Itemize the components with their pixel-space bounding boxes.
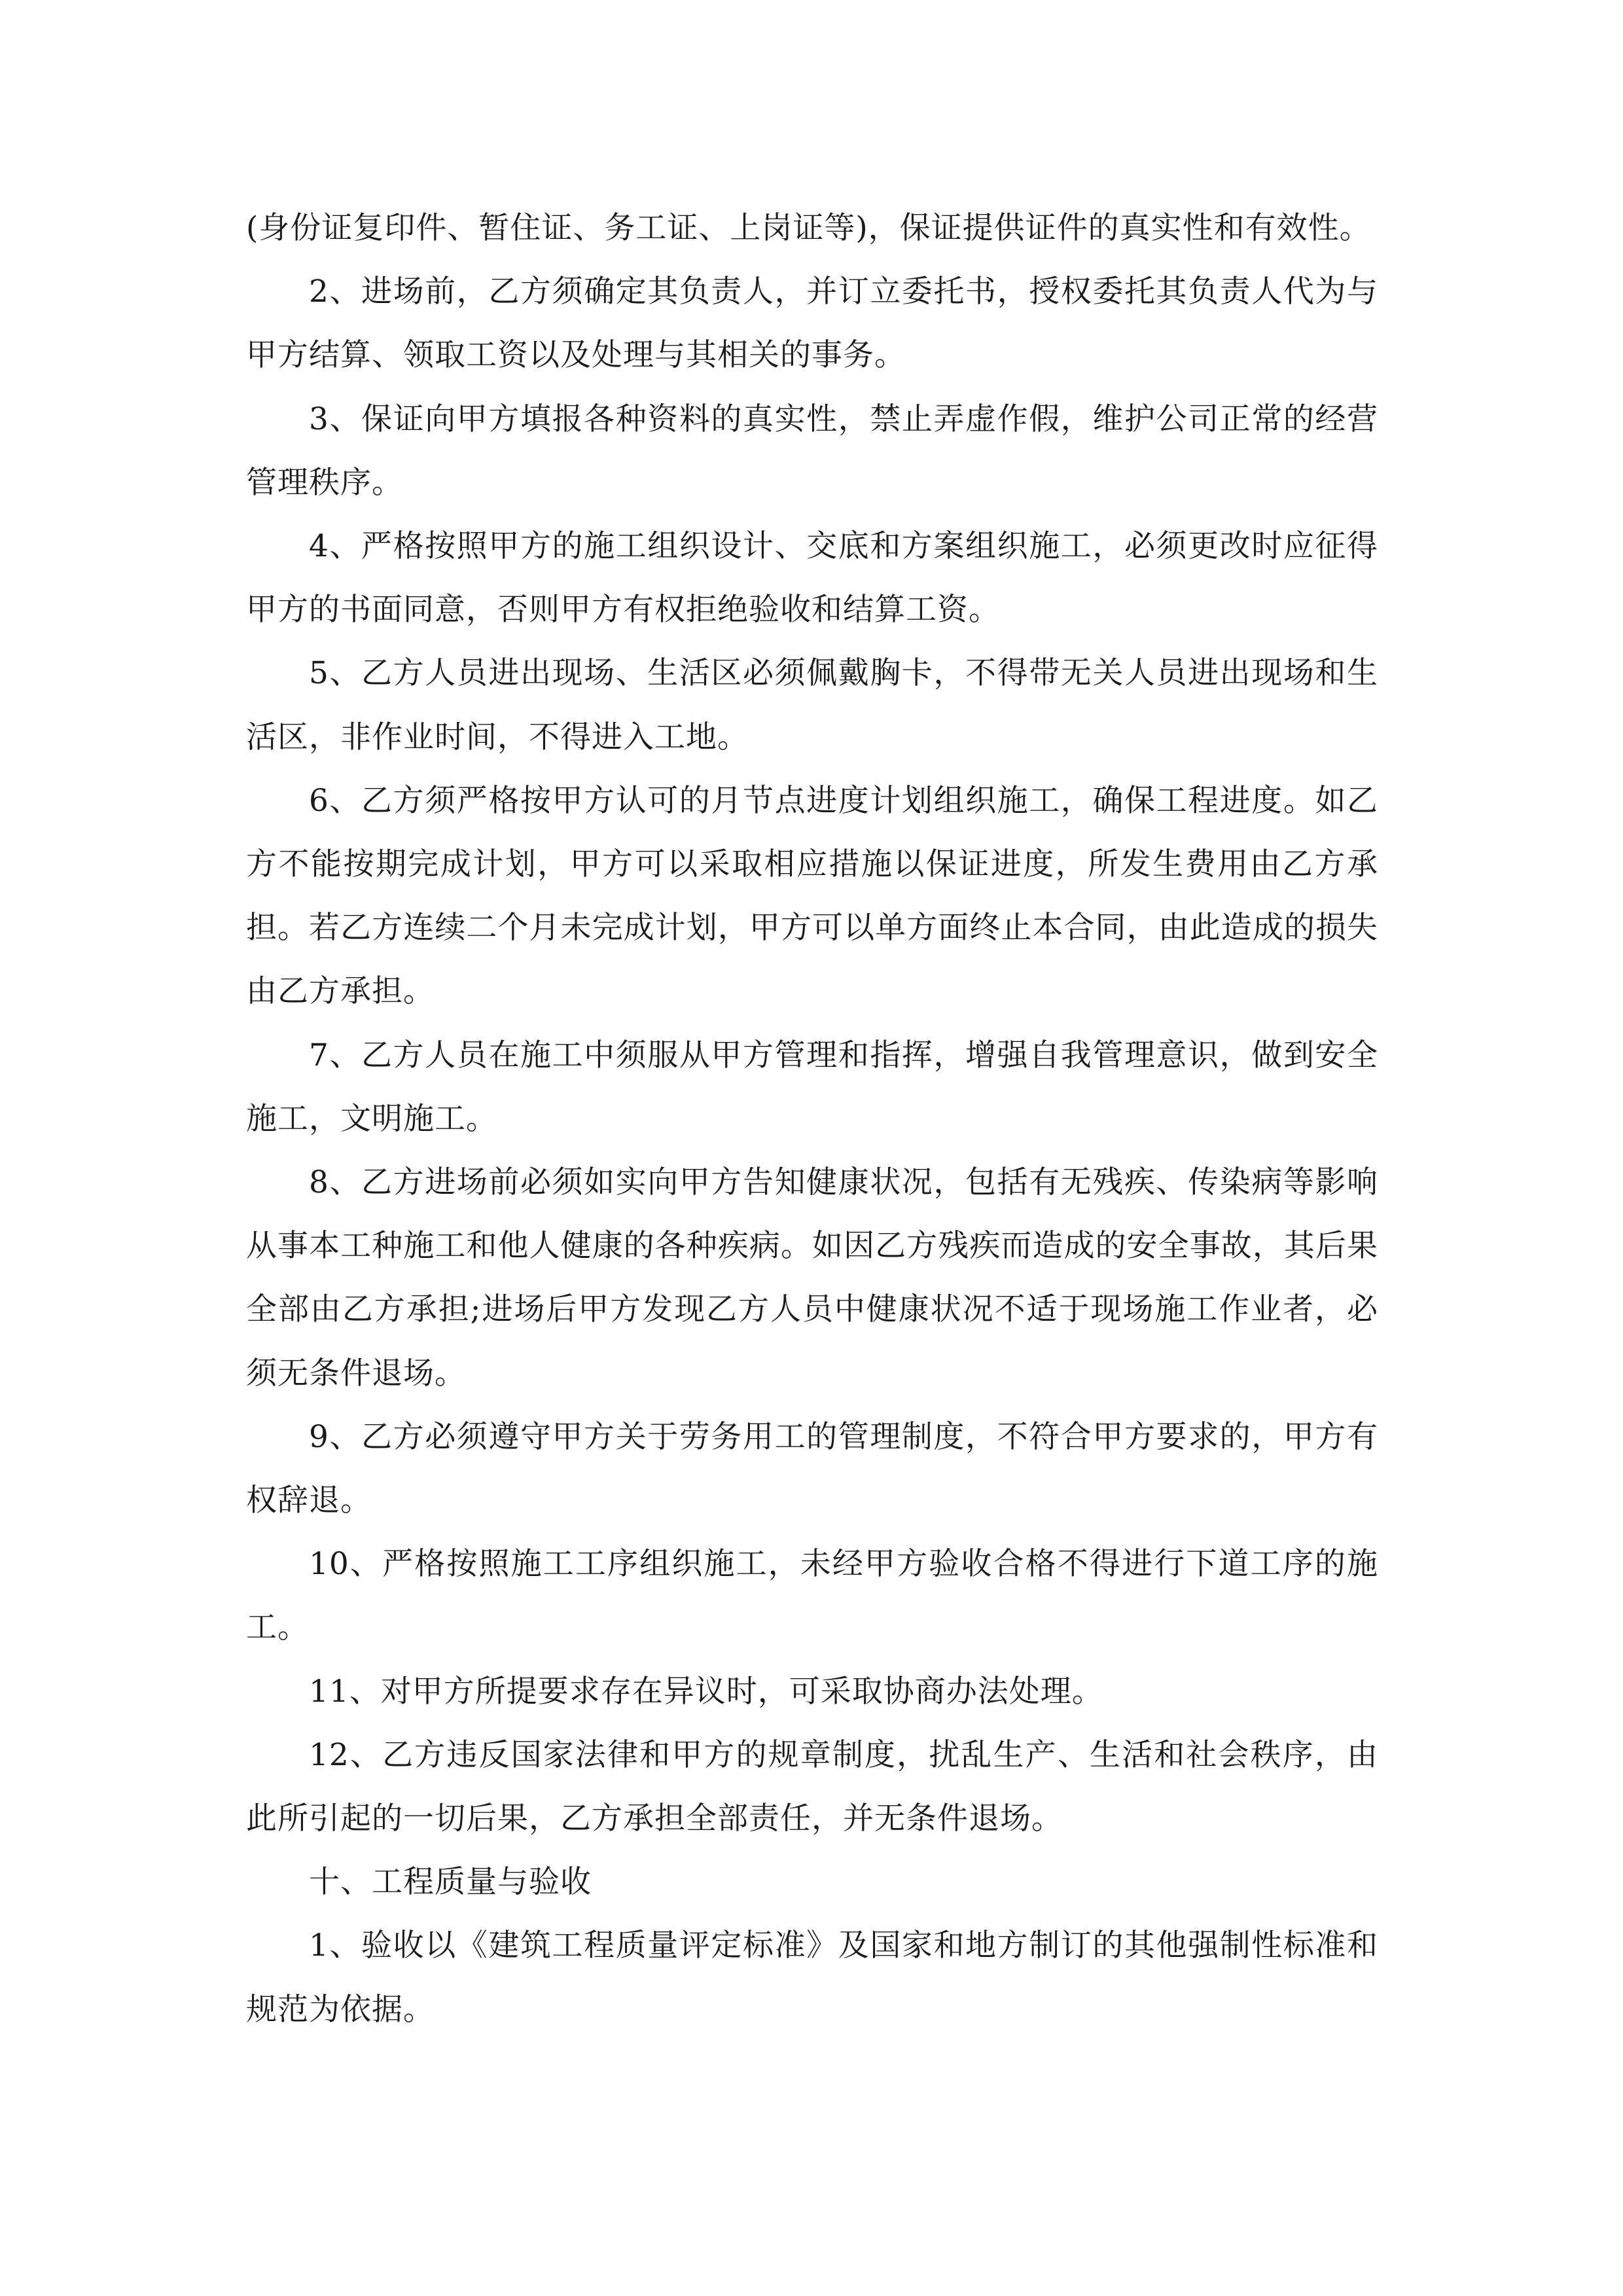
- paragraph-clause-11: 11、对甲方所提要求存在异议时，可采取协商办法处理。: [309, 1673, 1103, 1710]
- paragraph-clause-9: 9、乙方必须遵守甲方关于劳务用工的管理制度，不符合甲方要求的，甲方有权辞退。: [246, 1418, 1378, 1519]
- paragraph-clause-12: 12、乙方违反国家法律和甲方的规章制度，扰乱生产、生活和社会秩序，由此所引起的一切后果，乙方承担全部责任，并无条件退场。: [246, 1736, 1378, 1837]
- section-heading-quality: 十、工程质量与验收: [309, 1864, 592, 1901]
- document-body: [246, 196, 1378, 2041]
- paragraph-clause-4: 4、严格按照甲方的施工组织设计、交底和方案组织施工，必须更改时应征得甲方的书面同意，否则甲方有权拒绝验收和结算工资。: [246, 528, 1378, 628]
- paragraph-clause-7: 7、乙方人员在施工中须服从甲方管理和指挥，增强自我管理意识，做到安全施工，文明施工。: [246, 1037, 1378, 1137]
- paragraph-clause-8: 8、乙方进场前必须如实向甲方告知健康状况，包括有无残疾、传染病等影响从事本工种施工和他人健康的各种疾病。如因乙方残疾而造成的安全事故，其后果全部由乙方承担;进场后甲方发现乙方人员中健康状况不适于现场施工作业者，必须无条件退场。: [246, 1164, 1378, 1391]
- paragraph-clause-5: 5、乙方人员进出现场、生活区必须佩戴胸卡，不得带无关人员进出现场和生活区，非作业时间，不得进入工地。: [246, 655, 1378, 755]
- paragraph-clause-6: 6、乙方须严格按甲方认可的月节点进度计划组织施工，确保工程进度。如乙方不能按期完成计划，甲方可以采取相应措施以保证进度，所发生费用由乙方承担。若乙方连续二个月未完成计划，甲方可以单方面终止本合同，由此造成的损失由乙方承担。: [246, 782, 1378, 1010]
- paragraph-clause-3: 3、保证向甲方填报各种资料的真实性，禁止弄虚作假，维护公司正常的经营管理秩序。: [246, 401, 1378, 501]
- paragraph-quality-clause-1: 1、验收以《建筑工程质量评定标准》及国家和地方制订的其他强制性标准和规范为依据。: [246, 1928, 1378, 2028]
- paragraph-clause-10: 10、严格按照施工工序组织施工，未经甲方验收合格不得进行下道工序的施工。: [246, 1546, 1378, 1646]
- paragraph-id-documents: (身份证复印件、暂住证、务工证、上岗证等)，保证提供证件的真实性和有效性。: [246, 210, 1371, 246]
- paragraph-clause-2: 2、进场前，乙方须确定其负责人，并订立委托书，授权委托其负责人代为与甲方结算、领取工资以及处理与其相关的事务。: [246, 274, 1378, 374]
